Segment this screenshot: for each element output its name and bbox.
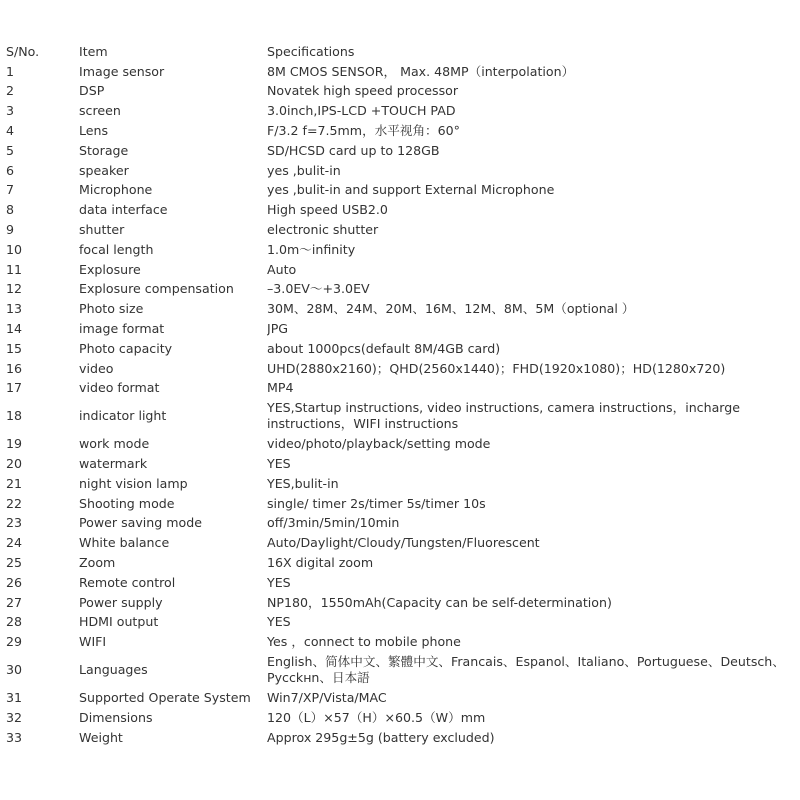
table-row bbox=[6, 220, 798, 240]
table-row bbox=[6, 553, 798, 573]
row-spec: F/3.2 f=7.5mm，水平视角：60° bbox=[267, 123, 460, 139]
row-number: 8 bbox=[6, 202, 15, 218]
table-row bbox=[6, 593, 798, 613]
row-number: 10 bbox=[6, 241, 23, 257]
row-number: 18 bbox=[6, 408, 23, 424]
table-row bbox=[6, 708, 798, 728]
row-item: White balance bbox=[79, 535, 170, 551]
row-number: 17 bbox=[6, 380, 23, 396]
row-number: 4 bbox=[6, 123, 15, 139]
row-spec: 16X digital zoom bbox=[267, 555, 374, 571]
row-number: 12 bbox=[6, 281, 23, 297]
table-row bbox=[6, 379, 798, 399]
row-spec: YES bbox=[267, 456, 291, 472]
row-number: 6 bbox=[6, 162, 15, 178]
row-spec: Yes ，connect to mobile phone bbox=[267, 634, 461, 650]
row-number: 19 bbox=[6, 436, 23, 452]
row-number: 25 bbox=[6, 555, 23, 571]
row-item: Photo capacity bbox=[79, 340, 173, 356]
row-number: 11 bbox=[6, 261, 23, 277]
row-number: 7 bbox=[6, 182, 15, 198]
row-item: indicator light bbox=[79, 408, 167, 424]
row-number: 3 bbox=[6, 103, 15, 119]
row-spec: 1.0m～infinity bbox=[267, 241, 356, 257]
row-spec: JPG bbox=[267, 321, 289, 337]
table-row bbox=[6, 299, 798, 319]
row-item: Supported Operate System bbox=[79, 690, 251, 705]
row-number: 23 bbox=[6, 515, 23, 531]
row-number: 5 bbox=[6, 142, 15, 158]
row-number: 9 bbox=[6, 222, 15, 238]
table-row bbox=[6, 200, 798, 220]
table-row bbox=[6, 454, 798, 474]
row-spec: YES bbox=[267, 574, 291, 590]
table-row bbox=[6, 319, 798, 339]
row-spec: Novatek high speed processor bbox=[267, 83, 459, 99]
row-item: Explosure bbox=[79, 261, 141, 277]
row-spec: about 1000pcs(default 8M/4GB card) bbox=[267, 340, 501, 356]
row-number: 15 bbox=[6, 340, 23, 356]
row-number: 14 bbox=[6, 321, 23, 337]
row-spec: UHD(2880x2160)；QHD(2560x1440)；FHD(1920x1080)；HD(1280x720) bbox=[267, 360, 726, 376]
row-item: Storage bbox=[79, 142, 129, 158]
row-number: 13 bbox=[6, 301, 23, 317]
row-item: Power supply bbox=[79, 594, 163, 610]
row-spec: electronic shutter bbox=[267, 222, 379, 238]
row-number: 21 bbox=[6, 475, 23, 491]
table-row bbox=[6, 260, 798, 280]
row-item: Zoom bbox=[79, 555, 116, 571]
row-item: Lens bbox=[79, 123, 109, 139]
table-row bbox=[6, 728, 798, 748]
row-item: HDMI output bbox=[79, 614, 159, 630]
row-item: WIFI bbox=[79, 634, 107, 650]
row-spec: yes ,bulit-in and support External Microphone bbox=[267, 182, 555, 198]
table-row bbox=[6, 161, 798, 181]
row-item: Microphone bbox=[79, 182, 153, 198]
row-number: 32 bbox=[6, 709, 23, 725]
row-spec: –3.0EV～+3.0EV bbox=[267, 281, 370, 297]
table-row bbox=[6, 398, 798, 434]
table-row bbox=[6, 533, 798, 553]
row-number: 24 bbox=[6, 535, 23, 551]
row-number: 33 bbox=[6, 729, 23, 745]
row-spec: Auto bbox=[267, 261, 297, 277]
row-number: 20 bbox=[6, 456, 23, 472]
row-spec: off/3min/5min/10min bbox=[267, 515, 400, 531]
table-row bbox=[6, 434, 798, 454]
table-row bbox=[6, 181, 798, 201]
table-row bbox=[6, 359, 798, 379]
row-item: Shooting mode bbox=[79, 495, 175, 511]
row-item: Image sensor bbox=[79, 63, 165, 79]
row-item: Power saving mode bbox=[79, 515, 203, 531]
header-item: Item bbox=[79, 43, 108, 59]
row-spec: yes ,bulit-in bbox=[267, 162, 341, 178]
table-row bbox=[6, 688, 798, 708]
row-item: image format bbox=[79, 321, 165, 337]
table-row bbox=[6, 652, 798, 688]
table-row bbox=[6, 339, 798, 359]
row-spec: YES,Startup instructions, video instructions, camera instructions，incharge instructions，WIFI instructions bbox=[267, 399, 741, 432]
table-row bbox=[6, 573, 798, 593]
row-number: 28 bbox=[6, 614, 23, 630]
row-item: Languages bbox=[79, 662, 148, 678]
table-row bbox=[6, 474, 798, 494]
header-specifications: Specifications bbox=[267, 43, 355, 59]
row-number: 26 bbox=[6, 574, 23, 590]
table-row bbox=[6, 141, 798, 161]
row-number: 29 bbox=[6, 634, 23, 650]
row-number: 30 bbox=[6, 662, 23, 678]
row-number: 16 bbox=[6, 360, 23, 376]
header-serial-number: S/No. bbox=[6, 43, 40, 59]
row-spec: NP180，1550mAh(Capacity can be self-determination) bbox=[267, 594, 612, 610]
specifications-table bbox=[6, 42, 798, 748]
table-row bbox=[6, 121, 798, 141]
table-row bbox=[6, 514, 798, 534]
row-item: video format bbox=[79, 380, 160, 396]
row-spec: 8M CMOS SENSOR， Max. 48MP（interpolation） bbox=[267, 63, 575, 79]
row-number: 2 bbox=[6, 83, 15, 99]
row-spec: 30M、28M、24M、20M、16M、12M、8M、5M（optional ） bbox=[267, 301, 635, 317]
row-number: 1 bbox=[6, 63, 15, 79]
table-row bbox=[6, 280, 798, 300]
row-item: work mode bbox=[79, 436, 150, 452]
row-item: watermark bbox=[79, 456, 148, 472]
row-spec: MP4 bbox=[267, 380, 294, 396]
table-row bbox=[6, 240, 798, 260]
row-spec: Win7/XP/Vista/MAC bbox=[267, 690, 387, 705]
row-item: Dimensions bbox=[79, 709, 153, 725]
row-spec: High speed USB2.0 bbox=[267, 202, 388, 218]
row-number: 31 bbox=[6, 690, 23, 705]
row-item: screen bbox=[79, 103, 121, 119]
row-item: Weight bbox=[79, 729, 123, 745]
row-item: DSP bbox=[79, 83, 105, 99]
row-item: video bbox=[79, 360, 114, 376]
row-spec: Auto/Daylight/Cloudy/Tungsten/Fluorescent bbox=[267, 535, 540, 551]
table-header-row bbox=[6, 42, 798, 62]
row-item: Photo size bbox=[79, 301, 144, 317]
table-row bbox=[6, 494, 798, 514]
table-row bbox=[6, 101, 798, 121]
row-spec: 120（L）×57（H）×60.5（W）mm bbox=[267, 709, 486, 725]
row-spec: Approx 295g±5g (battery excluded) bbox=[267, 729, 495, 745]
table-row bbox=[6, 632, 798, 652]
row-number: 22 bbox=[6, 495, 23, 511]
row-spec: English、简体中文、繁體中文、Francais、Espanol、Italiano、Portuguese、Deutsch、Pycckнn、日本語 bbox=[267, 653, 785, 686]
row-spec: YES,bulit-in bbox=[267, 475, 339, 491]
row-item: shutter bbox=[79, 222, 125, 238]
row-item: Explosure compensation bbox=[79, 281, 234, 297]
table-row bbox=[6, 82, 798, 102]
row-number: 27 bbox=[6, 594, 23, 610]
row-item: data interface bbox=[79, 202, 168, 218]
row-spec: SD/HCSD card up to 128GB bbox=[267, 142, 440, 158]
row-spec: single/ timer 2s/timer 5s/timer 10s bbox=[267, 495, 486, 511]
row-item: speaker bbox=[79, 162, 129, 178]
table-row bbox=[6, 613, 798, 633]
table-row bbox=[6, 62, 798, 82]
row-item: Remote control bbox=[79, 574, 176, 590]
row-spec: video/photo/playback/setting mode bbox=[267, 436, 491, 452]
row-item: focal length bbox=[79, 241, 154, 257]
row-spec: YES bbox=[267, 614, 291, 630]
row-spec: 3.0inch,IPS-LCD +TOUCH PAD bbox=[267, 103, 456, 119]
row-item: night vision lamp bbox=[79, 475, 188, 491]
